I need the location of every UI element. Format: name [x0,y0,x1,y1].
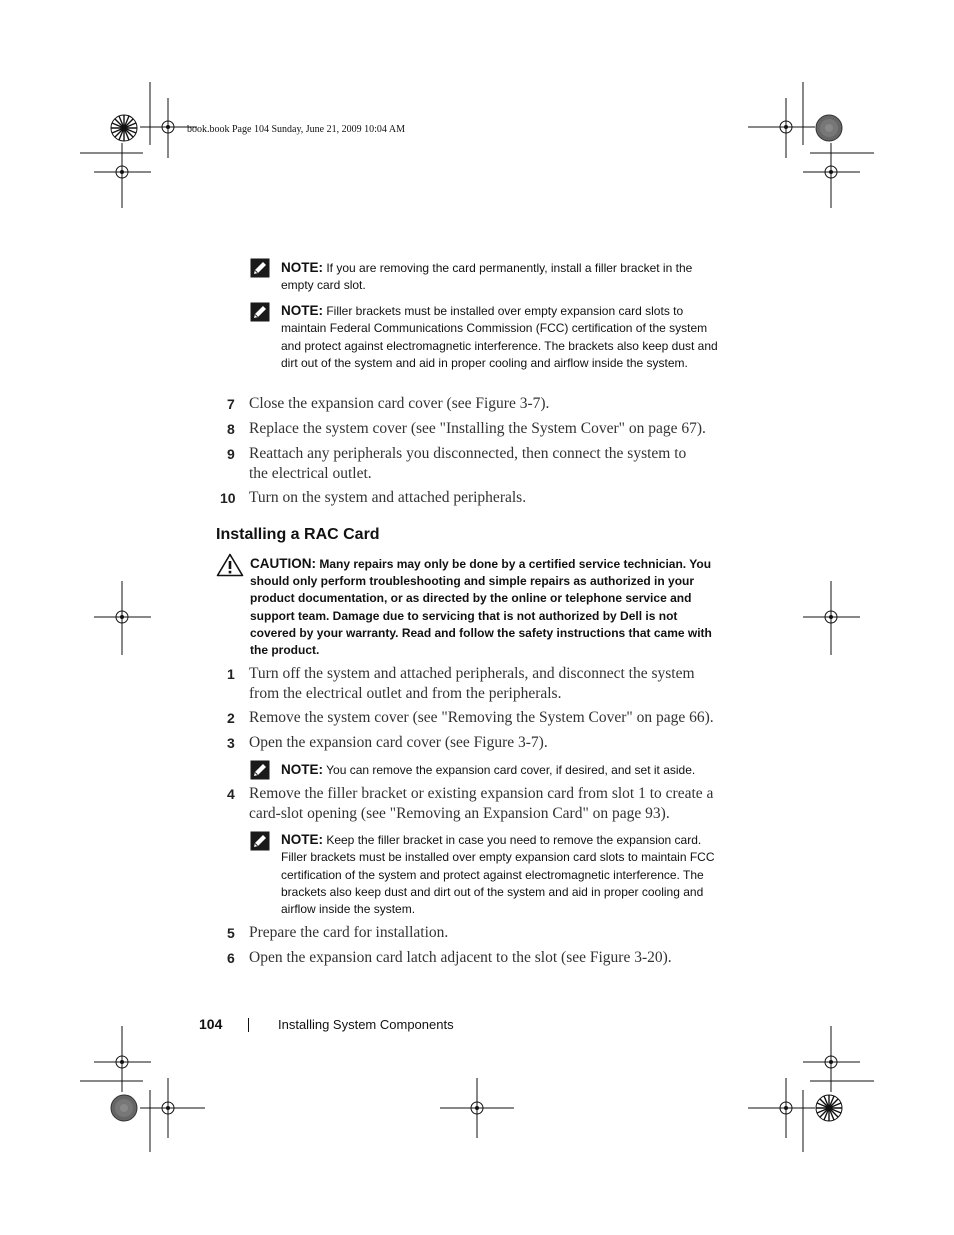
note-label: NOTE: [281,762,323,777]
note-body: You can remove the expansion card cover, if desired, and set it aside. [323,763,696,777]
caution-triangle-icon [216,553,244,577]
step-text: Remove the system cover (see "Removing the System Cover" on page 66). [249,709,714,726]
starburst-icon [814,1093,844,1123]
note-label: NOTE: [281,260,323,275]
step-text: Open the expansion card cover (see Figure 3-7). [249,734,548,751]
note-body: Keep the filler bracket in case you need to remove the expansion card. Filler brackets must be installed over empty expansion card slots to maintain FCC certification of the system and protect against electromagnetic interference. The brackets also keep dust and dirt out of the system and aid in proper cooling and airflow inside the system. [281,833,715,917]
step-text: Turn off the system and attached peripherals, and disconnect the system from the electrical outlet and from the peripherals. [249,665,695,702]
step-number: 9 [227,446,235,462]
step-text: Prepare the card for installation. [249,924,449,941]
note-body: If you are removing the card permanently, install a filler bracket in the empty card slot. [281,261,693,293]
caution-label: CAUTION: [250,556,316,571]
step-text: Remove the filler bracket or existing expansion card from slot 1 to create a card-slot opening (see "Removing an Expansion Card" on page 93). [249,785,714,822]
gray-disc-icon [814,113,844,143]
section-heading: Installing a RAC Card [216,526,380,543]
printer-info-line: book.book Page 104 Sunday, June 21, 2009 10:04 AM [187,124,405,135]
step-number: 4 [227,786,235,802]
note-label: NOTE: [281,303,323,318]
note-pencil-icon [250,302,270,322]
step-number: 6 [227,950,235,966]
page-number: 104 [199,1016,223,1032]
note-block [281,831,723,918]
step-number: 10 [220,490,236,506]
note-label: NOTE: [281,832,323,847]
step-number: 8 [227,421,235,437]
step-number: 2 [227,710,235,726]
step-text: Close the expansion card cover (see Figure 3-7). [249,395,550,412]
note-block [281,761,726,779]
caution-body: Many repairs may only be done by a certified service technician. You should only perform troubleshooting and simple repairs as authorized in your product documentation, or as directed by the online or telephone service and support team. Damage due to servicing that is not authorized by Dell is not covered by your warranty. Read and follow the safety instructions that came with the product. [250,557,712,658]
footer-section-title: Installing System Components [278,1017,454,1032]
caution-block [250,555,720,659]
gray-disc-icon [109,1093,139,1123]
footer-divider [248,1018,249,1032]
step-number: 3 [227,735,235,751]
note-block [281,302,721,372]
step-number: 7 [227,396,235,412]
step-text: Replace the system cover (see "Installing the System Cover" on page 67). [249,420,706,437]
note-body: Filler brackets must be installed over empty expansion card slots to maintain Federal Communications Commission (FCC) certification of the system and protect against electromagnetic interference. The brackets also keep dust and dirt out of the system and aid in proper cooling and airflow inside the system. [281,304,718,370]
step-text: Reattach any peripherals you disconnected, then connect the system to the electrical outlet. [249,445,687,482]
note-pencil-icon [250,831,270,851]
starburst-icon [109,113,139,143]
step-number: 1 [227,666,235,682]
note-pencil-icon [250,258,270,278]
note-pencil-icon [250,760,270,780]
note-block [281,259,721,295]
step-text: Turn on the system and attached peripherals. [249,489,527,506]
step-number: 5 [227,925,235,941]
step-text: Open the expansion card latch adjacent to the slot (see Figure 3-20). [249,949,672,966]
